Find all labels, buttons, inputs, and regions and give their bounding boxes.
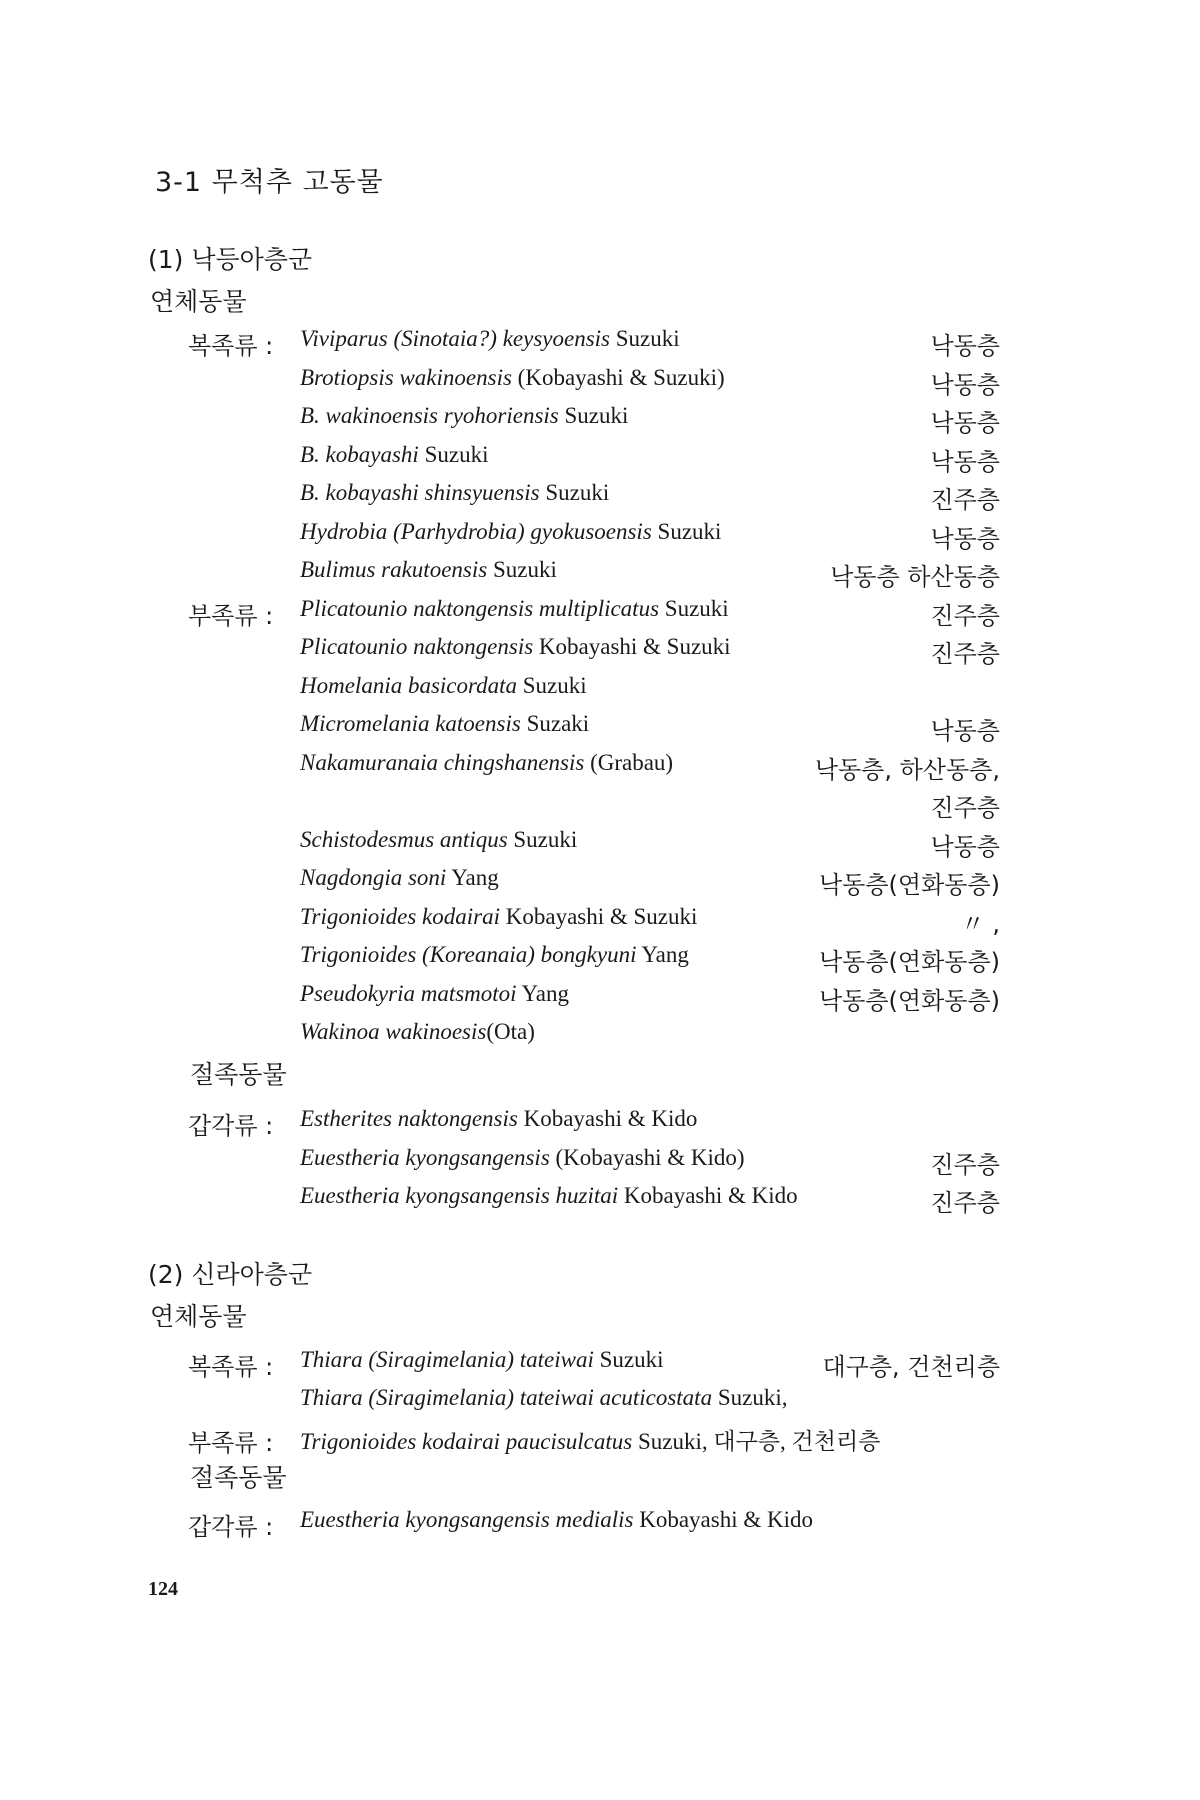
list-item xyxy=(0,1383,1200,1421)
formation-label: 낙동층 xyxy=(930,447,1000,476)
species-binomial: Hydrobia (Parhydrobia) gyokusoensis xyxy=(300,518,652,544)
formation-label: 낙동층 xyxy=(930,332,1000,360)
list-item xyxy=(0,517,1200,555)
formation-label: 낙동층 xyxy=(930,524,1000,553)
species-binomial: B. kobayashi shinsyuensis xyxy=(300,480,540,505)
species-author: Suzuki, 대구층, 건천리층 xyxy=(632,1429,881,1454)
species-name xyxy=(300,1347,664,1373)
species-author: Suzuki xyxy=(487,557,557,582)
species-author: Kobayashi & Kido xyxy=(517,1106,698,1131)
species-name xyxy=(300,673,587,699)
list-item xyxy=(0,324,1200,362)
species-binomial: Thiara (Siragimelania) tateiwai xyxy=(300,1347,594,1372)
list-item xyxy=(0,709,1200,747)
species-name xyxy=(300,1385,787,1411)
formation-label: 〃 , xyxy=(960,909,1000,938)
list-item xyxy=(0,440,1200,478)
species-author: Suzuki xyxy=(539,480,610,505)
species-author: (Ota) xyxy=(486,1019,535,1044)
species-author: Yang xyxy=(446,865,499,890)
formation-label: 낙동층 xyxy=(930,370,1000,399)
species-binomial: B. kobayashi xyxy=(300,441,419,467)
species-name xyxy=(300,1507,813,1533)
species-binomial: Estherites naktongensis xyxy=(300,1106,518,1131)
formation-label: 낙동층 xyxy=(930,717,1000,745)
species-binomial: Schistodesmus antiqus xyxy=(300,826,508,852)
list-item xyxy=(0,979,1200,1017)
species-author: Suzuki xyxy=(507,826,578,852)
species-binomial: Trigonioides (Koreanaia) bongkyuni xyxy=(300,942,637,967)
list-item xyxy=(0,825,1200,863)
list-item xyxy=(0,671,1200,709)
species-author: Suzuki xyxy=(659,595,729,621)
species-binomial: Bulimus rakutoensis xyxy=(300,557,488,582)
list-item xyxy=(0,786,1200,824)
list-item xyxy=(0,1104,1200,1142)
species-author: Suzuki xyxy=(651,518,722,544)
taxon-group-label: 갑각류 : xyxy=(188,1112,274,1140)
formation-label: 낙동층, 하산동층, xyxy=(814,755,1000,784)
species-name xyxy=(300,596,729,622)
formation-label: 진주층 xyxy=(930,601,1000,630)
species-name xyxy=(300,865,499,891)
species-name xyxy=(300,1145,745,1171)
formation-label: 낙동층 xyxy=(930,832,1000,861)
list-item xyxy=(0,1143,1200,1181)
species-author: Kobayashi & Kido xyxy=(618,1183,798,1208)
species-author: Suzuki xyxy=(517,672,587,698)
species-name xyxy=(300,942,689,968)
species-name xyxy=(300,442,488,468)
formation-label: 대구층, 건천리층 xyxy=(822,1353,1000,1381)
species-binomial: B. wakinoensis ryohoriensis xyxy=(300,403,559,428)
species-name xyxy=(300,1019,535,1045)
species-binomial: Micromelania katoensis xyxy=(300,711,521,736)
formation-label: 낙동층 xyxy=(930,409,1000,437)
list-item xyxy=(0,1345,1200,1383)
species-name xyxy=(300,711,589,737)
species-author: Yang xyxy=(636,942,689,967)
species-name xyxy=(300,1423,880,1456)
species-name xyxy=(300,750,673,776)
species-author: Kobayashi & Kido xyxy=(633,1507,813,1532)
group-heading: (1) 낙등아층군 xyxy=(148,245,313,274)
species-author: (Kobayashi & Suzuki) xyxy=(511,364,725,390)
list-item xyxy=(0,1505,1200,1543)
species-name xyxy=(300,326,680,352)
species-name xyxy=(300,403,628,429)
taxon-group-label: 부족류 : xyxy=(188,601,274,630)
species-author: Suzaki xyxy=(520,711,590,736)
formation-label: 낙동층 하산동층 xyxy=(830,563,1000,591)
list-item xyxy=(0,1421,1200,1459)
species-author: (Grabau) xyxy=(584,749,674,775)
species-binomial: Pseudokyria matsmotoi xyxy=(300,980,517,1006)
taxon-group-label: 부족류 : xyxy=(188,1429,274,1457)
formation-label: 진주층 xyxy=(930,640,1000,668)
species-binomial: Thiara (Siragimelania) tateiwai acuticostata xyxy=(300,1385,713,1410)
category-heading: 연체동물 xyxy=(150,1302,247,1331)
list-item xyxy=(0,632,1200,670)
taxon-group-label: 복족류 : xyxy=(188,1353,274,1381)
species-binomial: Viviparus (Sinotaia?) keysyoensis xyxy=(300,326,611,351)
species-name xyxy=(300,365,725,391)
formation-label: 진주층 xyxy=(930,1189,1000,1217)
category-heading: 연체동물 xyxy=(150,287,247,316)
species-binomial: Nagdongia soni xyxy=(300,865,447,890)
category-heading: 절족동물 xyxy=(190,1060,287,1089)
species-binomial: Plicatounio naktongensis multiplicatus xyxy=(300,595,660,621)
species-author: Suzuki xyxy=(418,441,489,467)
species-binomial: Wakinoa wakinoesis xyxy=(300,1019,487,1044)
species-name xyxy=(300,519,721,545)
species-binomial: Trigonioides kodairai paucisulcatus xyxy=(300,1429,633,1454)
species-name xyxy=(300,557,557,583)
species-name xyxy=(300,634,731,660)
list-item xyxy=(0,863,1200,901)
species-binomial: Euestheria kyongsangensis xyxy=(300,1144,550,1170)
species-binomial: Homelania basicordata xyxy=(300,672,517,698)
page-number: 124 xyxy=(148,1578,178,1600)
species-binomial: Brotiopsis wakinoensis xyxy=(300,364,512,390)
list-item xyxy=(0,902,1200,940)
list-item xyxy=(0,594,1200,632)
list-item xyxy=(0,748,1200,786)
species-name xyxy=(300,981,569,1007)
species-binomial: Trigonioides kodairai xyxy=(300,903,500,929)
species-binomial: Plicatounio naktongensis xyxy=(300,634,534,659)
species-name xyxy=(300,480,609,506)
list-item xyxy=(0,1181,1200,1219)
species-name xyxy=(300,827,577,853)
group-heading: (2) 신라아층군 xyxy=(148,1260,313,1289)
species-author: Kobayashi & Suzuki xyxy=(500,903,698,929)
list-item xyxy=(0,940,1200,978)
formation-label: 진주층 xyxy=(930,486,1000,514)
formation-label: 낙동층(연화동층) xyxy=(818,986,1000,1015)
list-item xyxy=(0,555,1200,593)
formation-label: 낙동층(연화동층) xyxy=(818,948,1000,976)
species-author: Suzuki xyxy=(610,326,680,351)
species-name xyxy=(300,1106,697,1132)
species-author: Suzuki xyxy=(593,1347,664,1372)
species-binomial: Euestheria kyongsangensis medialis xyxy=(300,1507,634,1532)
section-title: 3-1 무척추 고동물 xyxy=(155,167,384,198)
formation-label: 진주층 xyxy=(930,794,1000,822)
species-author: Suzuki xyxy=(558,403,629,428)
species-author: Yang xyxy=(516,980,569,1006)
formation-label: 진주층 xyxy=(930,1150,1000,1179)
list-item xyxy=(0,363,1200,401)
species-name xyxy=(300,904,697,930)
species-author: (Kobayashi & Kido) xyxy=(549,1144,745,1170)
species-binomial: Nakamuranaia chingshanensis xyxy=(300,749,585,775)
species-binomial: Euestheria kyongsangensis huzitai xyxy=(300,1183,619,1208)
taxon-group-label: 갑각류 : xyxy=(188,1513,274,1541)
species-author: Suzuki, xyxy=(712,1385,788,1410)
species-name xyxy=(300,1183,798,1209)
list-item xyxy=(0,401,1200,439)
taxon-group-label: 복족류 : xyxy=(188,332,274,360)
list-item xyxy=(0,1017,1200,1055)
category-heading: 절족동물 xyxy=(190,1463,287,1492)
list-item xyxy=(0,478,1200,516)
species-author: Kobayashi & Suzuki xyxy=(533,634,731,659)
formation-label: 낙동층(연화동층) xyxy=(818,871,1000,899)
